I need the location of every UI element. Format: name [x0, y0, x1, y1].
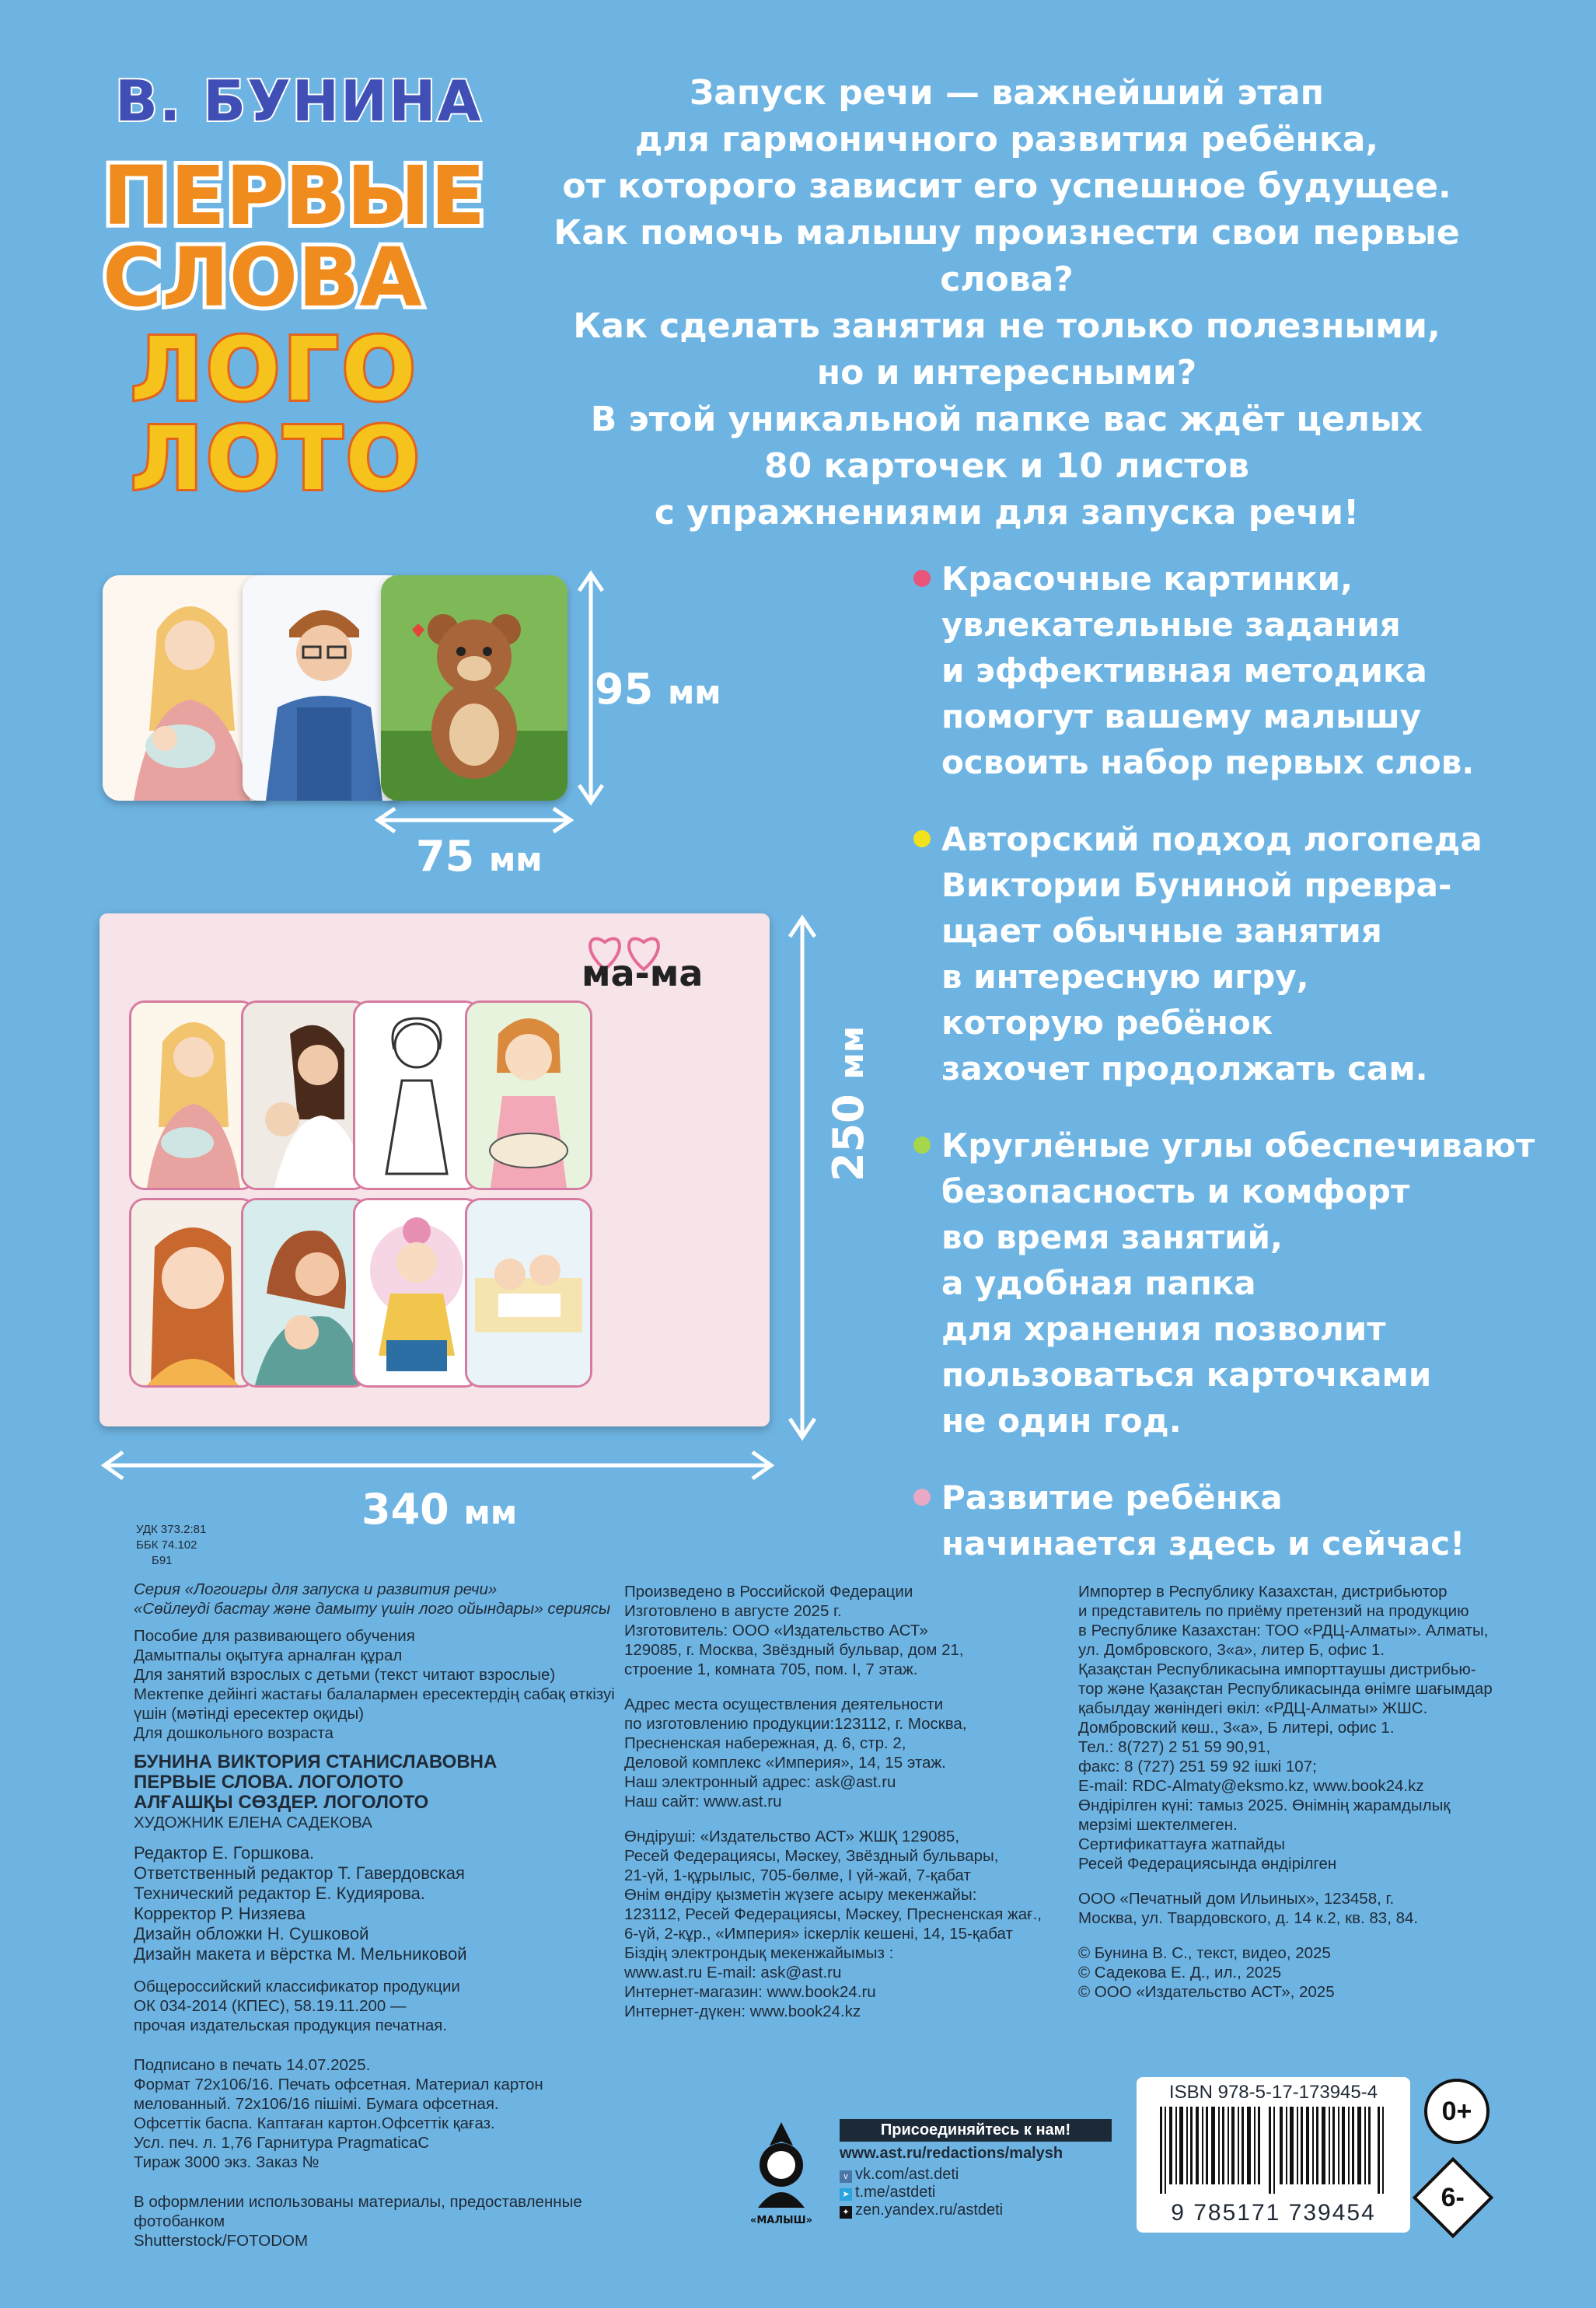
- isbn-barcode: [1137, 2077, 1410, 2233]
- bullet-dot-icon: [913, 1137, 931, 1154]
- vk-link[interactable]: v vk.com/ast.deti: [840, 2166, 1112, 2184]
- publisher-logo-label: «МАЛЫШ»: [749, 2215, 813, 2226]
- join-label: Присоединяйтесь к нам!: [840, 2119, 1112, 2142]
- age-rating-secondary-badge: 6-: [1413, 2157, 1494, 2239]
- zen-icon: ✦: [840, 2206, 852, 2219]
- sheet-width-label: 340 мм: [361, 1485, 518, 1534]
- imprint-column-2: Произведено в Российской Федерации Изготовлено в августе 2025 г. Изготовитель: ООО «Издательство АСТ» 129085, г. Москва, Звёздный бульвар, дом 21, строение 1, комната 705, пом. I, 7 этаж. Адрес места осуществления деятельности по изготовлению продукции:123112, г. Москва, Пресненская набережная, д. 6, стр. 2, Деловой комплекс «Империя», 14, 15 этаж. Наш электронный адрес: ask@ast.ru Наш сайт: www.ast.ru Өндіруші: «Издательство АСТ» ЖШҚ 129085, Ресей Федерациясы, Мәскеу, Звёздный бульвары, 21-үй, 1-құрылыс, 705-бөлме, I үй-жай, 7-қабат Өнім өндіру қызметін жүзеге асыру мекенжайы: 123112, Ресей Федерациясы, Мәскеу, Пресненская жағ., 6-үй, 2-кұр., «Империя» іскерлік кешені, 14, 15-қабат Біздің электрондық мекенжайымыз : www.ast.ru E-mail: ask@ast.ru Интернет-магазин: www.book24.ru Интернет-дүкен: www.book24.kz: [624, 1583, 1042, 2020]
- zen-link[interactable]: ✦ zen.yandex.ru/astdeti: [840, 2202, 1112, 2219]
- bullet-dot-icon: [913, 830, 931, 847]
- title-line-2: СЛОВА: [103, 230, 422, 325]
- isbn-digits: 9 785171 739454: [1171, 2200, 1376, 2226]
- logo-line-2: ЛОТО: [131, 409, 423, 510]
- social-block: [840, 2119, 1112, 2219]
- age-rating-badge: 0+: [1424, 2079, 1489, 2144]
- benefit-item: Круглёные углы обеспечивают безопасность и комфорт во время занятий, а удобная папка для хранения позволит пользоваться карточками не один год.: [913, 1123, 1551, 1444]
- card-width-label: 75 мм: [416, 832, 543, 881]
- benefit-item: Развитие ребёнка начинается здесь и сейчас!: [913, 1475, 1551, 1566]
- title-line-1: ПЕРВЫЕ: [103, 148, 486, 243]
- intro-line: от которого зависит его успешное будущее.: [562, 166, 1451, 206]
- sheet-illustration: [100, 913, 770, 1426]
- intro-line: В этой уникальной папке вас ждёт целых: [590, 400, 1423, 439]
- sheet-cell: [241, 1198, 368, 1388]
- author-name: В. БУНИНА: [115, 68, 483, 134]
- isbn-label: ISBN 978-5-17-173945-4: [1168, 2082, 1378, 2103]
- benefit-item: Красочные картинки, увлекательные задания и эффективная методика помогут вашему малышу освоить набор первых слов.: [913, 556, 1551, 785]
- imprint-column-1: Серия «Логоигры для запуска и развития речи» «Сөйлеуді бастау және дамыту үшін лого ойындары» сериясы Пособие для развивающего обучения Дамытпалы оқытуға арналған құрал Для занятий взрослых с детьми (текст читают взрослые) Мектепке дейінгі жастағы балалармен ересектердің сабақ өткізуі үшін (мәтінді ересектер оқиды) Для дошкольного возраста БУНИНА ВИКТОРИЯ СТАНИСЛАВОВНА ПЕРВЫЕ СЛОВА. ЛОГОЛОТО АЛҒАШҚЫ СӨЗДЕР. ЛОГОЛОТО ХУДОЖНИК ЕЛЕНА САДЕКОВА Редактор Е. Горшкова. Ответственный редактор Т. Гавердовская Технический редактор Е. Кудиярова. Корректор Р. Низяева Дизайн обложки Н. Сушковой Дизайн макета и вёрстка М. Мельниковой Общероссийский классификатор продукции ОК 034-2014 (КПЕС), 58.19.11.200 — прочая издательская продукция печатная. Подписано в печать 14.07.2025. Формат 72x106/16. Печать офсетная. Материал картон мелованный. 72x106/16 пішімі. Бумага офсетная. Офсеттік баспа. Каптаған картон.Офсеттік қағаз. Усл. печ. л. 1,76 Гарнитура PragmaticaC Тираж 3000 экз. Заказ № В оформлении использованы материалы, предоставленные фотобанком Shutterstock/FOTODOM: [134, 1580, 615, 2250]
- book-title-kz: АЛҒАШҚЫ СӨЗДЕР. ЛОГОЛОТО: [134, 1792, 429, 1813]
- intro-line: 80 карточек и 10 листов: [764, 446, 1249, 486]
- intro-line: Запуск речи — важнейший этап: [689, 73, 1325, 113]
- sheet-cell: [465, 1000, 592, 1190]
- intro-text: [505, 70, 1508, 536]
- bullet-dot-icon: [913, 570, 931, 587]
- telegram-icon: ➤: [840, 2188, 852, 2201]
- sheet-word: ма-ма: [581, 952, 704, 994]
- website-link[interactable]: www.ast.ru/redactions/malysh: [840, 2145, 1063, 2162]
- sheet-cell: [241, 1000, 368, 1190]
- intro-line: с упражнениями для запуска речи!: [654, 493, 1360, 532]
- sheet-height-label: 250 мм: [824, 1025, 873, 1182]
- vk-icon: v: [840, 2170, 852, 2183]
- sheet-cell: [353, 1000, 480, 1190]
- sheet-cell: [465, 1198, 592, 1388]
- barcode-icon: [1137, 2104, 1410, 2205]
- intro-line: Как помочь малышу произнести свои первые слова?: [554, 213, 1460, 299]
- imprint-column-3: Импортер в Республику Казахстан, дистрибьютор и представитель по приёму претензий на продукцию в Республике Казахстан: ТОО «РДЦ-Алматы». Алматы, ул. Домбровского, 3«а», литер Б, офис 1. Қазақстан Республикасына импорттаушы дистрибью- тор және Қазақстан Республикасында өнімге шағымдар қабылдау жөніндегі өкіл: «РДЦ-Алматы» ЖШС. Домбровский көш., 3«а», Б литері, офис 1. Тел.: 8(727) 2 51 59 90,91, факс: 8 (727) 251 59 92 ішкі 107; E-mail: RDC-Almaty@eksmo.kz, www.book24.kz Өндірілген күні: тамыз 2025. Өнімнің жарамдылық мерзімі шектелмеген. Сертификаттауға жатпайды Ресей Федерациясында өндірілген ООО «Печатный дом Ильиных», 123458, г. Москва, ул. Твардовского, д. 14 к.2, кв. 83, 84. © Бунина В. С., текст, видео, 2025 © Садекова Е. Д., ил., 2025 © ООО «Издательство АСТ», 2025: [1078, 1583, 1493, 2001]
- sheet-height-arrow: [779, 913, 826, 1442]
- book-title-ru: ПЕРВЫЕ СЛОВА. ЛОГОЛОТО: [134, 1772, 403, 1793]
- card-bear: [381, 575, 568, 801]
- sheet-cell: [129, 1198, 257, 1388]
- benefits-list: [913, 556, 1551, 1597]
- bullet-dot-icon: [913, 1489, 931, 1506]
- bear-illustration: [381, 575, 568, 801]
- sheet-width-arrow: [100, 1446, 776, 1485]
- publisher-logo: [735, 2114, 828, 2231]
- sheet-cell: [353, 1198, 480, 1388]
- telegram-link[interactable]: ➤ t.me/astdeti: [840, 2184, 1112, 2202]
- intro-line: Как сделать занятия не только полезными,: [573, 306, 1441, 346]
- intro-line: для гармоничного развития ребёнка,: [634, 120, 1379, 159]
- card-height-label: 95 мм: [595, 665, 721, 714]
- sheet-cell: [129, 1000, 257, 1190]
- udk-block: УДК 373.2:81 ББК 74.102 Б91: [136, 1523, 207, 1567]
- logo-line-1: ЛОГО: [131, 319, 419, 421]
- author-full-name: БУНИНА ВИКТОРИЯ СТАНИСЛАВОВНА: [134, 1751, 498, 1772]
- intro-line: но и интересными?: [816, 353, 1197, 393]
- publisher-logo-icon: [735, 2114, 828, 2212]
- benefit-item: Авторский подход логопеда Виктории Буниной превра- щает обычные занятия в интересную игру, которую ребёнок захочет продолжать сам.: [913, 816, 1551, 1091]
